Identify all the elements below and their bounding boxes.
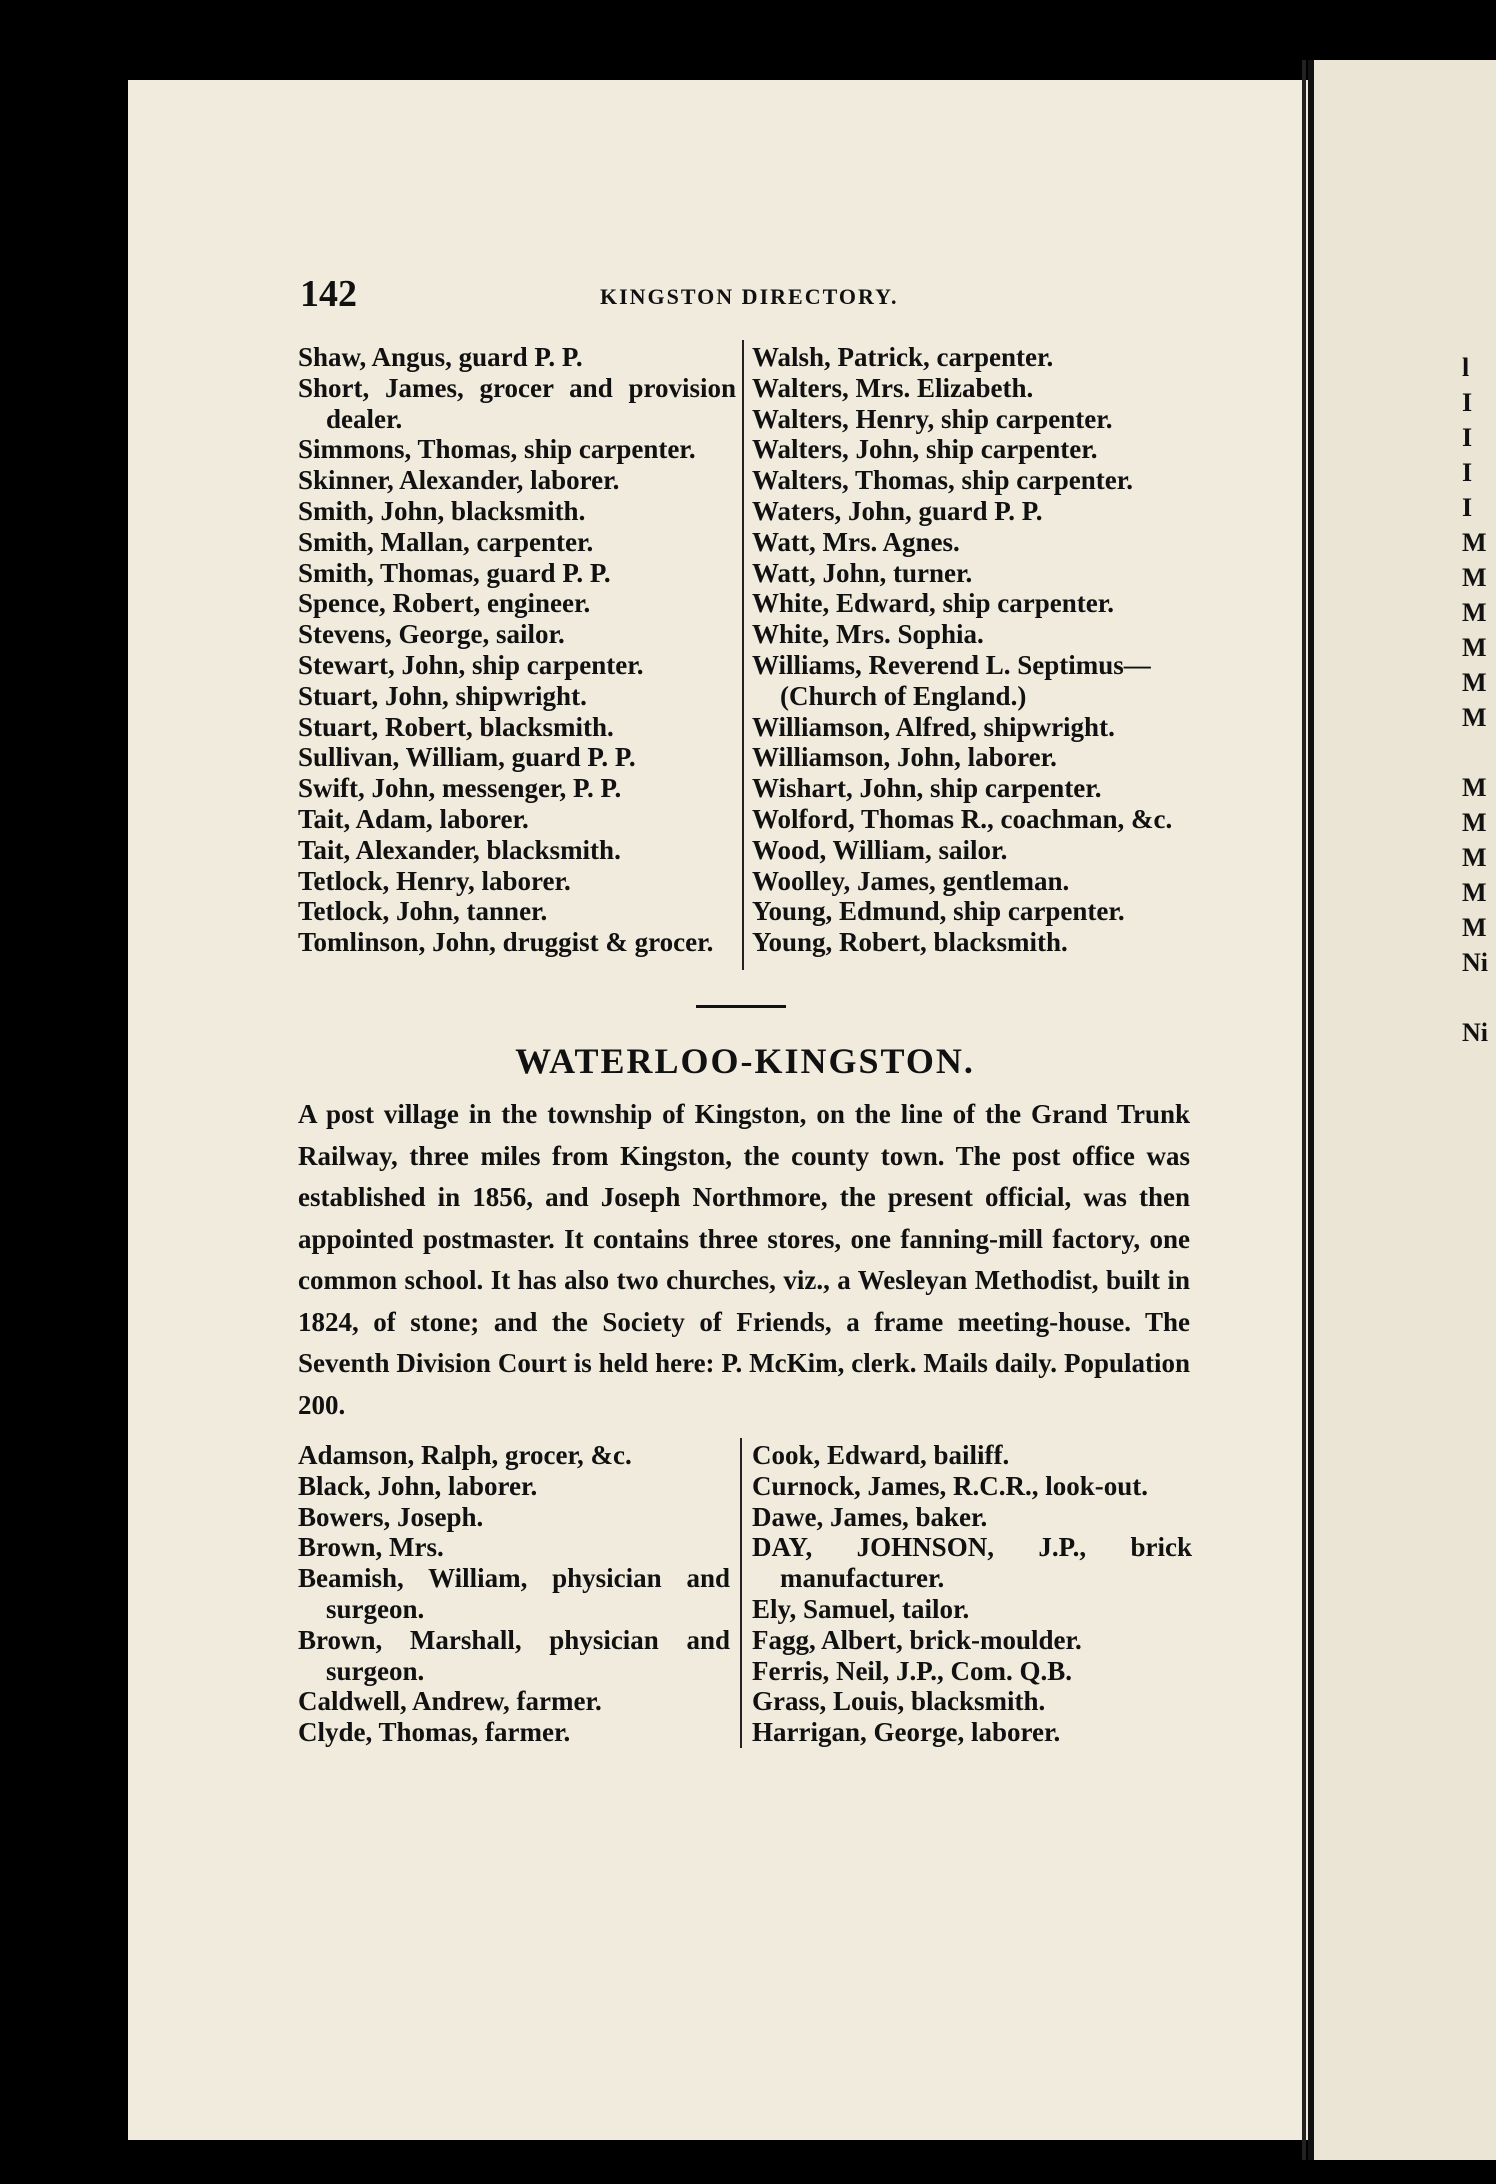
- margin-fragment: I: [1462, 423, 1473, 452]
- list-item: Caldwell, Andrew, farmer.: [298, 1686, 602, 1717]
- list-item: surgeon.: [326, 1593, 425, 1624]
- list-item: Tomlinson, John, druggist & grocer.: [298, 927, 714, 958]
- list-item: Spence, Robert, engineer.: [298, 588, 591, 619]
- margin-fragment: M: [1462, 633, 1487, 662]
- margin-fragment: M: [1462, 703, 1487, 732]
- margin-fragment: M: [1462, 843, 1487, 872]
- list-item: Waters, John, guard P. P.: [752, 495, 1043, 526]
- list-item: manufacturer.: [780, 1563, 945, 1594]
- section-rule: [696, 1005, 786, 1008]
- list-item: Stewart, John, ship carpenter.: [298, 649, 644, 680]
- margin-fragment: [1462, 735, 1488, 770]
- list-item: White, Edward, ship carpenter.: [752, 588, 1115, 619]
- column-divider: [742, 340, 744, 970]
- list-item: Smith, John, blacksmith.: [298, 495, 586, 526]
- list-item: Walters, Thomas, ship carpenter.: [752, 465, 1134, 496]
- list-item: Shaw, Angus, guard P. P.: [298, 342, 583, 372]
- margin-fragment: M: [1462, 598, 1487, 627]
- column-divider: [740, 1438, 742, 1748]
- list-item: Clyde, Thomas, farmer.: [298, 1717, 571, 1748]
- bottom-right-column: [752, 1440, 1192, 1748]
- list-item: Walters, Henry, ship carpenter.: [752, 403, 1113, 434]
- list-item: Tetlock, Henry, laborer.: [298, 865, 571, 896]
- list-item: Stuart, Robert, blacksmith.: [298, 711, 614, 742]
- list-item: Williamson, John, laborer.: [752, 742, 1057, 773]
- margin-fragment: M: [1462, 563, 1487, 592]
- list-item: Sullivan, William, guard P. P.: [298, 742, 636, 773]
- margin-fragment: I: [1462, 388, 1473, 417]
- list-item: Dawe, James, baker.: [752, 1501, 988, 1532]
- margin-fragment: l: [1462, 353, 1470, 382]
- list-item: Smith, Mallan, carpenter.: [298, 526, 594, 557]
- list-item: Wood, William, sailor.: [752, 834, 1008, 865]
- margin-fragment: M: [1462, 773, 1487, 802]
- list-item: Adamson, Ralph, grocer, &c.: [298, 1440, 632, 1470]
- list-item: Watt, John, turner.: [752, 557, 973, 588]
- margin-fragment: M: [1462, 528, 1487, 557]
- list-item: Ferris, Neil, J.P., Com. Q.B.: [752, 1655, 1072, 1686]
- list-item: DAY, JOHNSON, J.P., brick: [752, 1532, 1192, 1563]
- list-item: surgeon.: [326, 1655, 425, 1686]
- section-paragraph: A post village in the township of Kingston, on the line of the Grand Trunk Railway, three miles from Kingston, the county town. The post office was established in 1856, and Joseph Northmore, the present official, was then appointed postmaster. It contains three stores, one fanning-mill factory, one common school. It has also two churches, viz., a Wesleyan Methodist, built in 1824, of stone; and the Society of Friends, a frame meeting-house. The Seventh Division Court is held here: P. McKim, clerk. Mails daily. Population 200.: [298, 1099, 1190, 1420]
- list-item: Grass, Louis, blacksmith.: [752, 1686, 1046, 1717]
- list-item: Brown, Mrs.: [298, 1532, 444, 1563]
- margin-fragment: I: [1462, 458, 1473, 487]
- list-item: Walsh, Patrick, carpenter.: [752, 342, 1054, 372]
- list-item: Williamson, Alfred, shipwright.: [752, 711, 1115, 742]
- top-left-column: [298, 342, 736, 958]
- list-item: Simmons, Thomas, ship carpenter.: [298, 434, 696, 465]
- page-header: [300, 272, 1200, 315]
- list-item: Woolley, James, gentleman.: [752, 865, 1070, 896]
- list-item: Young, Robert, blacksmith.: [752, 927, 1068, 958]
- list-item: Skinner, Alexander, laborer.: [298, 465, 620, 496]
- facing-page-fragments: [1462, 350, 1488, 1050]
- list-item: Tetlock, John, tanner.: [298, 896, 548, 927]
- margin-fragment: I: [1462, 493, 1473, 522]
- list-item: Wolford, Thomas R., coachman, &c.: [752, 803, 1173, 834]
- margin-fragment: Ni: [1462, 948, 1488, 977]
- margin-fragment: M: [1462, 913, 1487, 942]
- running-head: KINGSTON DIRECTORY.: [600, 284, 899, 309]
- list-item: Black, John, laborer.: [298, 1470, 538, 1501]
- list-item: Harrigan, George, laborer.: [752, 1717, 1061, 1748]
- list-item: White, Mrs. Sophia.: [752, 619, 984, 650]
- margin-fragment: M: [1462, 878, 1487, 907]
- list-item: Swift, John, messenger, P. P.: [298, 773, 622, 804]
- list-item: dealer.: [326, 403, 403, 434]
- list-item: (Church of England.): [780, 680, 1027, 711]
- list-item: Walters, Mrs. Elizabeth.: [752, 372, 1034, 403]
- page-gutter: [1302, 60, 1306, 2160]
- margin-fragment: Ni: [1462, 1018, 1488, 1047]
- margin-fragment: M: [1462, 808, 1487, 837]
- top-right-column: [752, 342, 1192, 958]
- list-item: Stuart, John, shipwright.: [298, 680, 587, 711]
- bottom-left-column: [298, 1440, 730, 1748]
- list-item: Ely, Samuel, tailor.: [752, 1593, 970, 1624]
- margin-fragment: [1462, 980, 1488, 1015]
- list-item: Beamish, William, physician and: [298, 1563, 730, 1594]
- list-item: Brown, Marshall, physician and: [298, 1624, 730, 1655]
- list-item: Stevens, George, sailor.: [298, 619, 565, 650]
- list-item: Curnock, James, R.C.R., look-out.: [752, 1470, 1149, 1501]
- list-item: Young, Edmund, ship carpenter.: [752, 896, 1125, 927]
- page-number: 142: [300, 273, 357, 315]
- section-title: WATERLOO-KINGSTON.: [515, 1041, 975, 1081]
- list-item: Smith, Thomas, guard P. P.: [298, 557, 611, 588]
- list-item: Fagg, Albert, brick-moulder.: [752, 1624, 1082, 1655]
- list-item: Tait, Adam, laborer.: [298, 803, 529, 834]
- list-item: Cook, Edward, bailiff.: [752, 1440, 1010, 1470]
- list-item: Watt, Mrs. Agnes.: [752, 526, 960, 557]
- list-item: Short, James, grocer and provision: [298, 372, 736, 403]
- margin-fragment: M: [1462, 668, 1487, 697]
- list-item: Bowers, Joseph.: [298, 1501, 484, 1532]
- list-item: Tait, Alexander, blacksmith.: [298, 834, 621, 865]
- list-item: Wishart, John, ship carpenter.: [752, 773, 1102, 804]
- list-item: Williams, Reverend L. Septimus—: [752, 649, 1151, 680]
- list-item: Walters, John, ship carpenter.: [752, 434, 1098, 465]
